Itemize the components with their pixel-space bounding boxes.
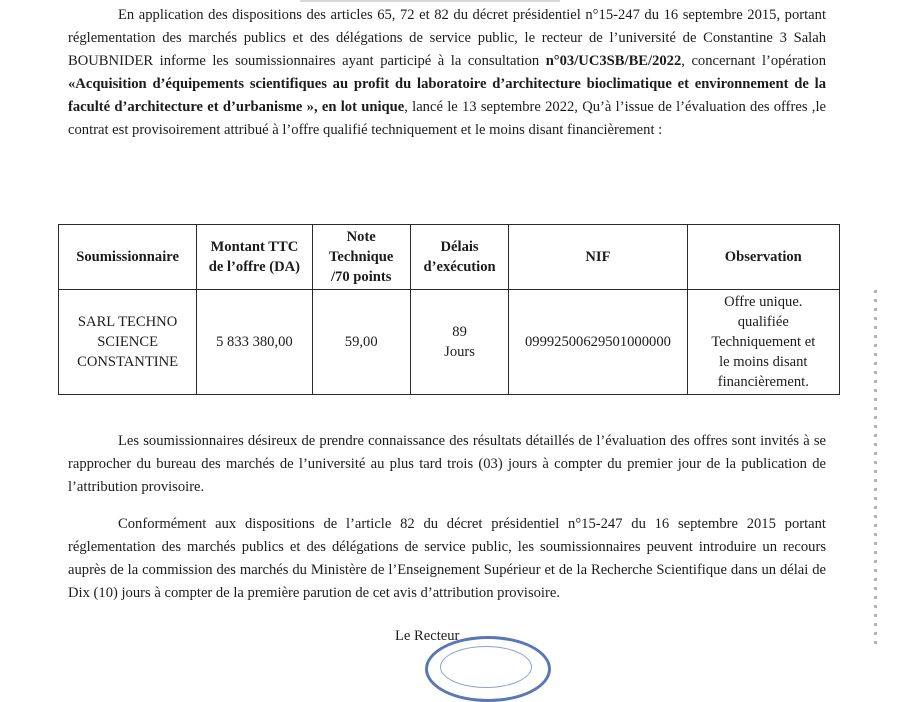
header-line: de l’offre (DA) — [208, 259, 301, 275]
header-nif — [509, 225, 687, 290]
header-montant — [197, 225, 312, 290]
cell-line: Jours — [444, 344, 475, 360]
table-row — [59, 290, 840, 395]
cell-nif: 09992500629501000000 — [509, 290, 687, 395]
cell-line: le moins disant — [719, 354, 808, 370]
scan-artifact — [300, 0, 560, 2]
header-observation — [687, 225, 839, 290]
header-line: /70 points — [331, 269, 392, 285]
cell-observation — [687, 290, 839, 395]
paragraph-consultation-results — [68, 430, 826, 499]
cell-line: SCIENCE — [97, 334, 158, 350]
header-note — [312, 225, 410, 290]
header-line: Montant TTC — [210, 239, 299, 255]
intro-end-text: , lancé le 13 septembre 2022, Qu’à l’issue de l’évaluation des offres ,le contrat est provisoirement attribué à l’offre qualifié techniquement et le moins disant financièrement : — [68, 99, 826, 138]
official-stamp-inner-ring — [440, 646, 532, 688]
cell-line: Offre unique. — [724, 294, 803, 310]
operation-title: «Acquisition d’équipements scientifiques au profit du laboratoire d’architecture bioclimatique et environnement de la faculté d’architecture et d’urbanisme », en lot unique — [68, 76, 826, 115]
header-soumissionnaire — [59, 225, 197, 290]
cell-line: 89 — [452, 324, 467, 340]
header-line: NIF — [585, 249, 611, 265]
cell-line: financièrement. — [717, 374, 809, 390]
table-header-row — [59, 225, 840, 290]
cell-line: SARL TECHNO — [77, 314, 178, 330]
signature-title: Le Recteur — [395, 628, 460, 644]
consultation-reference: n°03/UC3SB/BE/2022 — [545, 53, 682, 69]
cell-line: qualifiée — [737, 314, 789, 330]
intro-text: En application des dispositions des articles 65, 72 et 82 du décret présidentiel n°15-247 du 16 septembre 2015, portant réglementation des marchés publics et des délégations de service public, le recteur de l’université de Constantine 3 Salah BOUBNIDER informe les soumissionnaires ayant participé à la consultation — [68, 7, 826, 69]
header-line: Délais — [440, 239, 479, 255]
header-line: Soumissionnaire — [76, 249, 179, 265]
intro-mid-text: , concernant l’opération — [681, 53, 826, 69]
cell-soumissionnaire — [59, 290, 197, 395]
cell-line: CONSTANTINE — [77, 354, 179, 370]
header-line: d’exécution — [423, 259, 496, 275]
attribution-table — [58, 224, 840, 395]
cell-note: 59,00 — [312, 290, 410, 395]
header-delais — [410, 225, 508, 290]
cell-delais — [410, 290, 508, 395]
paragraph-text: Conformément aux dispositions de l’article 82 du décret présidentiel n°15-247 du 16 septembre 2015 portant réglementation des marchés publics et des délégations de service public, les soumissionnaires peuvent introduire un recours auprès de la commission des marchés du Ministère de l’Enseignement Supérieur et de la Recherche Scientifique dans un délai de Dix (10) jours à compter de la première parution de cet avis d’attribution provisoire. — [68, 516, 826, 601]
header-line: Note — [346, 229, 376, 245]
cell-line: Techniquement et — [711, 334, 816, 350]
header-line: Technique — [329, 249, 394, 265]
paragraph-intro — [68, 4, 826, 142]
scan-edge-artifact — [874, 290, 877, 650]
paragraph-appeal — [68, 513, 826, 605]
paragraph-text: Les soumissionnaires désireux de prendre connaissance des résultats détaillés de l’évaluation des offres sont invités à se rapprocher du bureau des marchés de l’université au plus tard trois (03) jours à compter du premier jour de la publication de l’attribution provisoire. — [68, 433, 826, 495]
cell-montant: 5 833 380,00 — [197, 290, 312, 395]
header-line: Observation — [724, 249, 802, 265]
